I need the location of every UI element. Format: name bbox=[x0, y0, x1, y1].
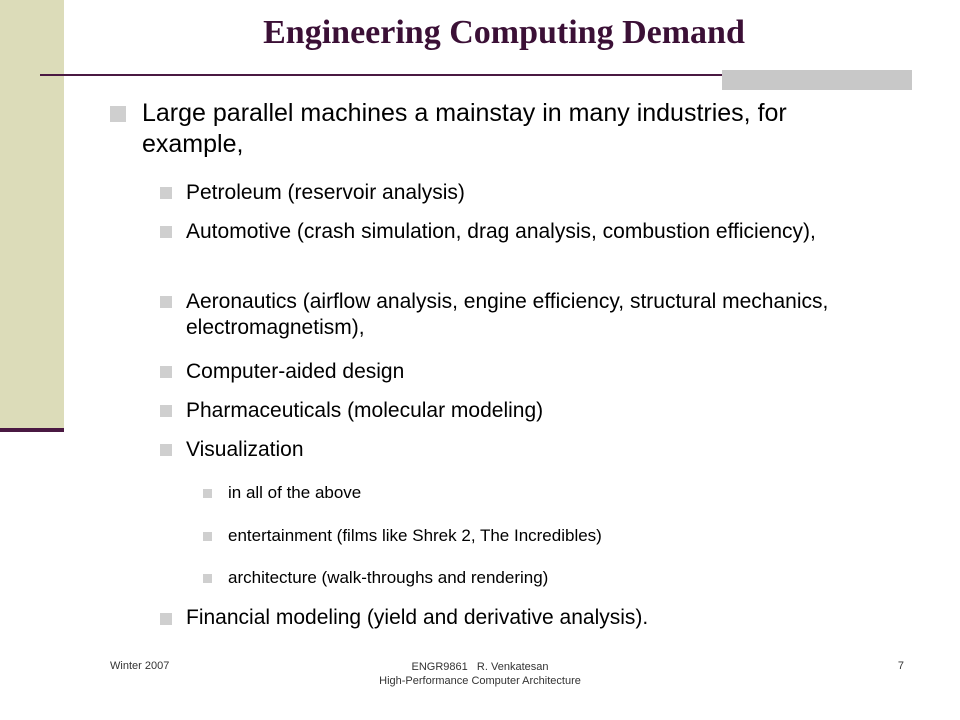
footer-course-line2: High-Performance Computer Architecture bbox=[379, 675, 581, 687]
bullet-square-icon bbox=[160, 405, 172, 417]
sub-bullet-petroleum: Petroleum (reservoir analysis) bbox=[186, 181, 465, 204]
bullet-square-icon bbox=[160, 444, 172, 456]
sub-bullet-financial: Financial modeling (yield and derivative analysis). bbox=[186, 606, 649, 629]
sub-bullet-aeronautics: Aeronautics (airflow analysis, engine efficiency, structural mechanics, electromagnetism), bbox=[186, 290, 829, 339]
footer-date: Winter 2007 bbox=[110, 660, 170, 672]
bullet-square-icon bbox=[160, 613, 172, 625]
footer-course-line1: ENGR9861 R. Venkatesan bbox=[411, 661, 549, 673]
sub-bullet-pharmaceuticals: Pharmaceuticals (molecular modeling) bbox=[186, 399, 544, 422]
visualization-item: entertainment (films like Shrek 2, The Incredibles) bbox=[228, 526, 602, 545]
bullet-square-icon bbox=[160, 296, 172, 308]
bullet-square-icon bbox=[160, 366, 172, 378]
bullet-square-icon bbox=[160, 187, 172, 199]
bullet-square-icon bbox=[110, 106, 126, 122]
bullet-square-icon bbox=[203, 489, 212, 498]
visualization-item: in all of the above bbox=[228, 483, 362, 502]
page-number: 7 bbox=[897, 660, 904, 672]
sub-bullet-automotive: Automotive (crash simulation, drag analysis, combustion efficiency), bbox=[186, 220, 816, 243]
sub-bullet-cad: Computer-aided design bbox=[186, 360, 405, 383]
slide-title: Engineering Computing Demand bbox=[263, 14, 745, 51]
footer-course bbox=[330, 660, 630, 688]
bullet-square-icon bbox=[203, 574, 212, 583]
bullet-square-icon bbox=[160, 226, 172, 238]
sub-bullet-visualization: Visualization bbox=[186, 438, 304, 461]
main-bullet: Large parallel machines a mainstay in many industries, for example, bbox=[142, 99, 787, 158]
bullet-square-icon bbox=[203, 532, 212, 541]
visualization-item: architecture (walk-throughs and rendering) bbox=[228, 568, 549, 587]
